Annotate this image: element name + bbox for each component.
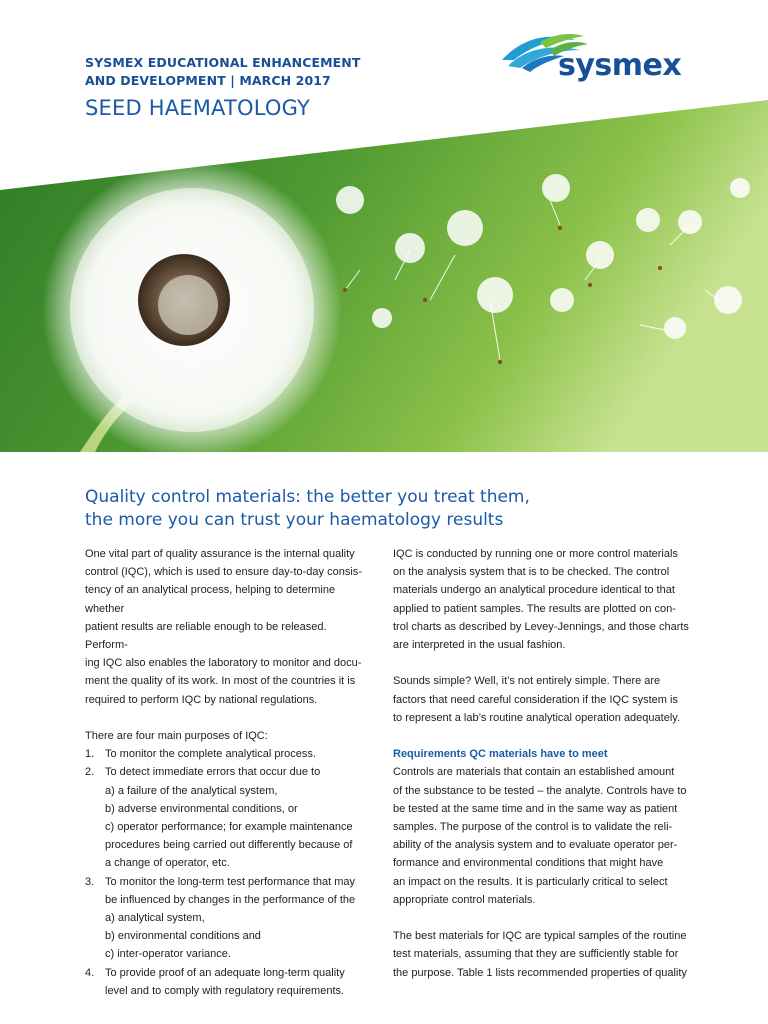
body-line: samples. The purpose of the control is to validate the reli-: [393, 821, 673, 834]
body-line: are interpreted in the usual fashion.: [393, 639, 566, 652]
body-line: appropriate control materials.: [393, 893, 536, 906]
body-line: formance and environmental conditions that might have: [393, 857, 664, 870]
logo-wordmark: sysmex: [558, 48, 682, 83]
list-text: To detect immediate errors that occur due to: [105, 766, 321, 779]
body-line: test materials, assuming that they are sufficiently stable for: [393, 948, 679, 961]
list-item: [85, 763, 370, 781]
article-title-line-2: the more you can trust your haematology results: [85, 510, 504, 530]
sub-item: a change of operator, etc.: [105, 857, 230, 870]
article-title: [85, 486, 705, 532]
intro-line: One vital part of quality assurance is the internal quality: [85, 548, 355, 560]
body-line: on the analysis system that is to be checked. The control: [393, 566, 670, 579]
kicker-line-2: AND DEVELOPMENT | MARCH 2017: [85, 72, 331, 88]
intro-line: control (IQC), which is used to ensure day-to-day consis-: [85, 566, 362, 579]
section-subheading: Requirements QC materials have to meet: [393, 748, 608, 761]
publication-kicker: [85, 54, 415, 89]
body-line: materials undergo an analytical procedure identical to that: [393, 584, 675, 597]
sub-item: procedures being carried out differently because of: [105, 839, 353, 852]
body-line: Controls are materials that contain an established amount: [393, 766, 675, 779]
body-line: be tested at the same time and in the same way as patient: [393, 802, 678, 815]
body-line: an impact on the results. It is particularly critical to select: [393, 875, 668, 888]
body-line: ability of the analysis system and to evaluate operator per-: [393, 839, 678, 852]
sub-item: c) operator performance; for example maintenance: [105, 821, 353, 834]
intro-line: required to perform IQC by national regulations.: [85, 693, 318, 706]
intro-line: ing IQC also enables the laboratory to monitor and docu-: [85, 657, 362, 670]
list-text: To monitor the complete analytical process.: [105, 748, 316, 761]
intro-line: patient results are reliable enough to be released. Perform-: [85, 620, 327, 652]
dandelion-banner-image: [0, 100, 768, 452]
intro-line: ment the quality of its work. In most of the countries it is: [85, 675, 356, 688]
list-number: 1.: [85, 748, 95, 761]
sub-item: a) analytical system,: [105, 912, 205, 925]
list-number: 3.: [85, 875, 95, 888]
list-item: [85, 745, 370, 763]
body-line: IQC is conducted by running one or more control materials: [393, 548, 678, 560]
body-line: The best materials for IQC are typical samples of the routine: [393, 930, 687, 943]
right-column: [393, 545, 693, 982]
sub-item: b) environmental conditions and: [105, 930, 261, 943]
body-line: Sounds simple? Well, it’s not entirely simple. There are: [393, 675, 661, 688]
list-item: [85, 873, 370, 891]
list-continuation: be influenced by changes in the performance of the: [105, 893, 356, 906]
kicker-line-1: SYSMEX EDUCATIONAL ENHANCEMENT: [85, 55, 361, 70]
body-line: trol charts as described by Levey-Jennings, and those charts: [393, 620, 689, 633]
article-title-line-1: Quality control materials: the better you treat them,: [85, 487, 530, 507]
sysmex-logo: [500, 30, 690, 90]
intro-line: tency of an analytical process, helping to determine whether: [85, 584, 336, 615]
sub-item: a) a failure of the analytical system,: [105, 784, 278, 797]
list-text: To provide proof of an adequate long-term quality: [105, 966, 345, 979]
list-item: [85, 964, 370, 982]
body-line: to represent a lab’s routine analytical operation adequately.: [393, 711, 681, 724]
sub-item: c) inter-operator variance.: [105, 948, 231, 961]
list-number: 2.: [85, 766, 95, 779]
list-text: To monitor the long-term test performance that may: [105, 875, 356, 888]
left-column: [85, 545, 370, 1000]
purposes-intro: There are four main purposes of IQC:: [85, 730, 268, 743]
list-number: 4.: [85, 966, 95, 979]
list-continuation: level and to comply with regulatory requirements.: [105, 984, 345, 997]
body-line: factors that need careful consideration if the IQC system is: [393, 693, 678, 706]
body-line: the purpose. Table 1 lists recommended properties of quality: [393, 966, 687, 979]
body-line: applied to patient samples. The results are plotted on con-: [393, 602, 676, 615]
sub-item: b) adverse environmental conditions, or: [105, 802, 298, 815]
body-line: of the substance to be tested – the analyte. Controls have to: [393, 784, 687, 797]
series-title: SEED HAEMATOLOGY: [85, 96, 311, 120]
